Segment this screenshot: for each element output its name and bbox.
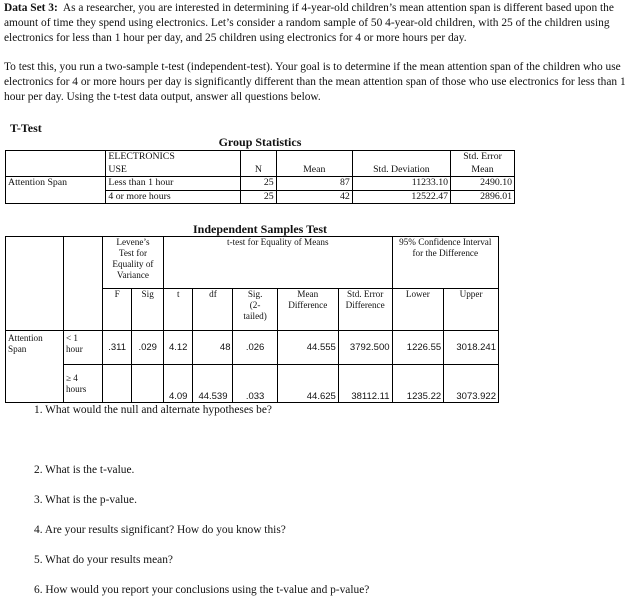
independent-samples-table — [5, 236, 499, 403]
ist-col-df: df — [193, 289, 233, 331]
ist-sig2-2: .033 — [233, 365, 277, 403]
intro-paragraph — [4, 1, 636, 46]
gs-n-2: 25 — [241, 190, 276, 204]
question-1: 1. What would the null and alternate hypotheses be? — [34, 404, 272, 416]
gs-mean-2: 42 — [276, 190, 352, 204]
ist-lower-2: 1235.22 — [392, 365, 444, 403]
ist-lower-1: 1226.55 — [392, 331, 444, 365]
ist-variable-blank — [6, 365, 64, 403]
ist-col-sig: Sig — [132, 289, 164, 331]
ist-sig-2 — [132, 365, 164, 403]
ist-upper-2: 3073.922 — [444, 365, 499, 403]
ist-group-1: < 1 hour — [63, 331, 102, 365]
ist-col-lower: Lower — [392, 289, 444, 331]
question-2: 2. What is the t-value. — [34, 464, 135, 476]
ist-blank-corner — [6, 237, 64, 331]
ist-col-mean-diff: Mean Difference — [277, 289, 338, 331]
ist-col-upper: Upper — [444, 289, 499, 331]
question-3: 3. What is the p-value. — [34, 494, 137, 506]
ist-sig-1: .029 — [132, 331, 164, 365]
ist-upper-1: 3018.241 — [444, 331, 499, 365]
ist-group-2: ≥ 4 hours — [63, 365, 102, 403]
ist-df-2: 44.539 — [193, 365, 233, 403]
intro-label: Data Set 3: — [4, 2, 58, 14]
gs-electronics-header: ELECTRONICS USE — [106, 151, 241, 177]
ist-ci-header: 95% Confidence Interval for the Difference — [392, 237, 498, 289]
gs-blank-header — [6, 151, 106, 177]
task-paragraph: To test this, you run a two-sample t-test (independent-test). Your goal is to determine if the mean attention span of the children who use electronics for 4 or more hours per day is significantly different than the mean attention span of those who use electronics for less than 1 hour per day. Using the t-test data output, answer all questions below. — [4, 61, 626, 103]
ist-col-t: t — [163, 289, 192, 331]
intro-text: As a researcher, you are interested in determining if 4-year-old children’s mean attention span is different based upon the amount of time they spend using electronics. Let’s consider a random sample of 50 4-year-old children, with 25 of the children using electronics for less than 1 hour per day, and 25 children using electronics for 4 or more hours per day. — [4, 2, 614, 44]
ist-col-se-diff: Std. Error Difference — [338, 289, 392, 331]
ist-t-2: 4.09 — [163, 365, 192, 403]
gs-sd-header: Std. Deviation — [352, 151, 450, 177]
ist-blank-corner-2 — [63, 237, 102, 331]
ist-md-2: 44.625 — [277, 365, 338, 403]
gs-se-header: Std. Error Mean — [451, 151, 515, 177]
ist-f-1: .311 — [102, 331, 131, 365]
gs-variable-blank — [6, 190, 106, 204]
gs-variable-label: Attention Span — [6, 177, 106, 191]
gs-sd-1: 11233.10 — [352, 177, 450, 191]
independent-samples-title: Independent Samples Test — [192, 222, 328, 236]
question-4: 4. Are your results significant? How do you know this? — [34, 524, 286, 536]
ist-col-f: F — [102, 289, 131, 331]
ist-se-2: 38112.11 — [338, 365, 392, 403]
ist-df-1: 48 — [193, 331, 233, 365]
gs-group-2: 4 or more hours — [106, 190, 241, 204]
group-statistics-title: Group Statistics — [218, 135, 302, 149]
ttest-heading: T-Test — [10, 121, 42, 135]
ist-t-1: 4.12 — [163, 331, 192, 365]
question-5: 5. What do your results mean? — [34, 554, 173, 566]
ist-col-sig2: Sig. (2- tailed) — [233, 289, 277, 331]
gs-group-1: Less than 1 hour — [106, 177, 241, 191]
question-6: 6. How would you report your conclusions using the t-value and p-value? — [34, 584, 370, 596]
ist-md-1: 44.555 — [277, 331, 338, 365]
gs-mean-1: 87 — [276, 177, 352, 191]
ist-f-2 — [102, 365, 131, 403]
ist-ttest-header: t-test for Equality of Means — [163, 237, 392, 289]
gs-sd-2: 12522.47 — [352, 190, 450, 204]
gs-mean-header: Mean — [276, 151, 352, 177]
ist-variable-label: Attention Span — [6, 331, 64, 365]
gs-se-2: 2896.01 — [451, 190, 515, 204]
gs-n-1: 25 — [241, 177, 276, 191]
ist-levene-header: Levene’s Test for Equality of Variance — [102, 237, 163, 289]
gs-se-1: 2490.10 — [451, 177, 515, 191]
ist-sig2-1: .026 — [233, 331, 277, 365]
ist-se-1: 3792.500 — [338, 331, 392, 365]
group-statistics-table — [5, 150, 515, 204]
gs-n-header: N — [241, 151, 276, 177]
